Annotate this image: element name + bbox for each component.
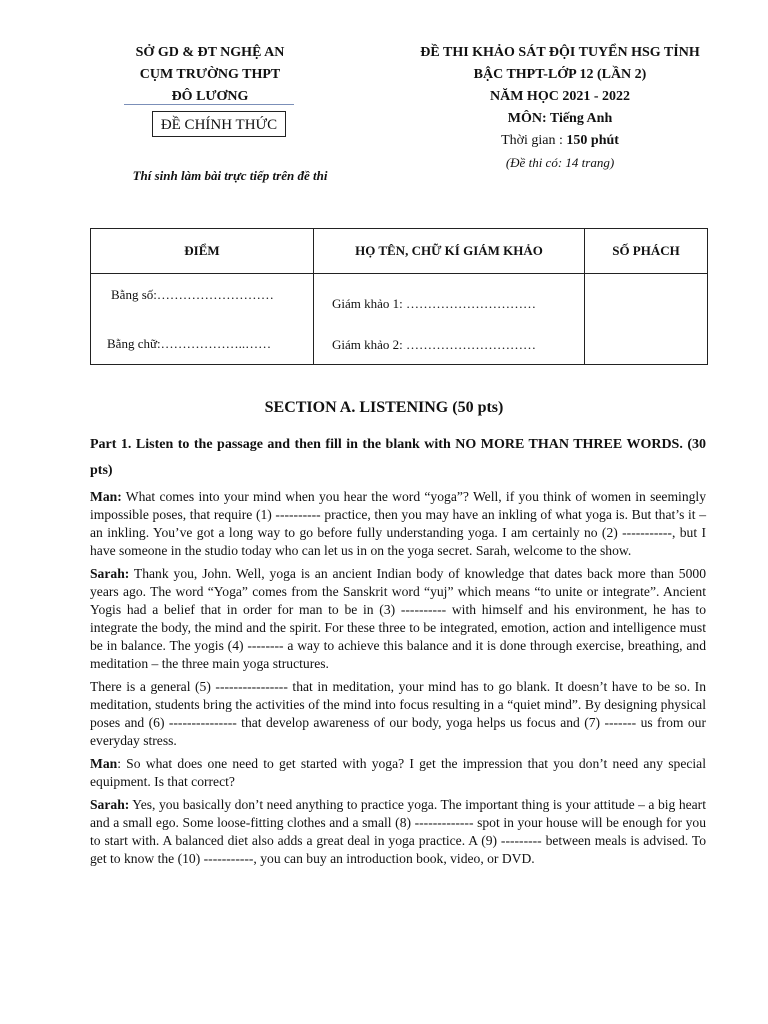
passage-paragraph — [90, 755, 706, 791]
candidate-note: Thí sinh làm bài trực tiếp trên đề thi — [132, 168, 328, 183]
passage-paragraph — [90, 565, 706, 673]
issuer-block — [110, 42, 310, 108]
header-score: ĐIỂM — [91, 229, 314, 274]
score-table — [90, 228, 708, 365]
listening-passage — [90, 488, 706, 873]
paragraph-text: : So what does one need to get started with yoga? I get the impression that you don’t need any special equipment. Is that correct? — [90, 756, 706, 789]
header-examiner: HỌ TÊN, CHỮ KÍ GIÁM KHẢO — [314, 229, 585, 274]
issuer-divider — [124, 104, 294, 105]
passage-paragraph — [90, 488, 706, 560]
exam-year: NĂM HỌC 2021 - 2022 — [490, 89, 630, 104]
speaker-label: Sarah: — [90, 797, 130, 812]
time-label: Thời gian : — [501, 133, 567, 148]
paragraph-text: Thank you, John. Well, yoga is an ancient Indian body of knowledge that dates back more than 5000 years ago. The word “Yoga” comes from the Sanskrit word “yuj” which means “to unite or integrate”. Ancient Yogis had a belief that in order for man to be in (3) ---------- with himself and his environment, he has to integrate the body, the mind and the spirit. For these three to be integrated, emotion, action and intelligence must be in balance. The yogis (4) -------- a way to achieve this balance and it is done through exercise, breathing, and meditation – the three main yoga structures. — [90, 566, 706, 671]
exam-level: BẬC THPT-LỚP 12 (LẦN 2) — [473, 67, 647, 82]
score-by-number: Bằng số:……………………… — [111, 287, 274, 302]
exam-pages: (Đề thi có: 14 trang) — [505, 155, 615, 170]
code-cell[interactable] — [585, 274, 708, 365]
passage-paragraph — [90, 796, 706, 868]
exam-time — [395, 130, 725, 152]
issuer-line-2: CỤM TRƯỜNG THPT — [139, 67, 281, 82]
passage-paragraph — [90, 678, 706, 750]
examiner-2: Giám khảo 2: ………………………… — [332, 337, 537, 352]
speaker-label: Sarah: — [90, 566, 130, 581]
score-table-row — [91, 274, 708, 365]
section-title: SECTION A. LISTENING (50 pts) — [264, 399, 504, 416]
exam-title: ĐỀ THI KHẢO SÁT ĐỘI TUYỂN HSG TỈNH — [420, 45, 700, 60]
speaker-label: Man — [90, 756, 118, 771]
paragraph-text: What comes into your mind when you hear the word “yoga”? Well, if you think of women in seemingly impossible poses, that require (1) ---------- practice, then you may have an inkling of what yoga is. But that’s it – an inkling. You’ve got a long way to go before fully understanding yoga. I am certainly no (2) -----------, but I have someone in the studio today who can let us in on the yoga secret. Sarah, welcome to the show. — [90, 489, 706, 558]
official-stamp-box: ĐỀ CHÍNH THỨC — [152, 111, 286, 137]
part-1-instructions: Part 1. Listen to the passage and then fill in the blank with NO MORE THAN THREE WORDS. (30 pts) — [90, 437, 706, 478]
examiner-1: Giám khảo 1: ………………………… — [332, 296, 537, 311]
paragraph-text: There is a general (5) ---------------- that in meditation, your mind has to go blank. It doesn’t have to be so. In meditation, students bring the activities of the mind into focus resulting in a “quiet mind”. By designing physical poses and (6) --------------- that develop awareness of our body, yoga helps us focus and (7) ------- us from our everyday stress. — [90, 679, 706, 748]
issuer-line-1: SỞ GD & ĐT NGHỆ AN — [135, 45, 285, 60]
speaker-label: Man: — [90, 489, 122, 504]
score-by-words: Bằng chữ:………………..…… — [107, 336, 272, 351]
issuer-line-3: ĐÔ LƯƠNG — [171, 89, 249, 104]
examiner-cell[interactable] — [314, 274, 585, 365]
exam-info-block — [395, 42, 725, 174]
paragraph-text: Yes, you basically don’t need anything to practice yoga. The important thing is your attitude – a big heart and a small ego. Some loose-fitting clothes and a small (8) ------------- spot in your house will be enough for you to start with. A balanced diet also adds a great deal in yoga practice. A (9) --------- between meals is advised. To get to know the (10) -----------, you can buy an introduction book, video, or DVD. — [90, 797, 706, 866]
header-code: SỐ PHÁCH — [585, 229, 708, 274]
time-value: 150 phút — [566, 133, 619, 148]
score-table-header — [91, 229, 708, 274]
score-cell[interactable] — [91, 274, 314, 365]
exam-subject: MÔN: Tiếng Anh — [507, 111, 613, 126]
